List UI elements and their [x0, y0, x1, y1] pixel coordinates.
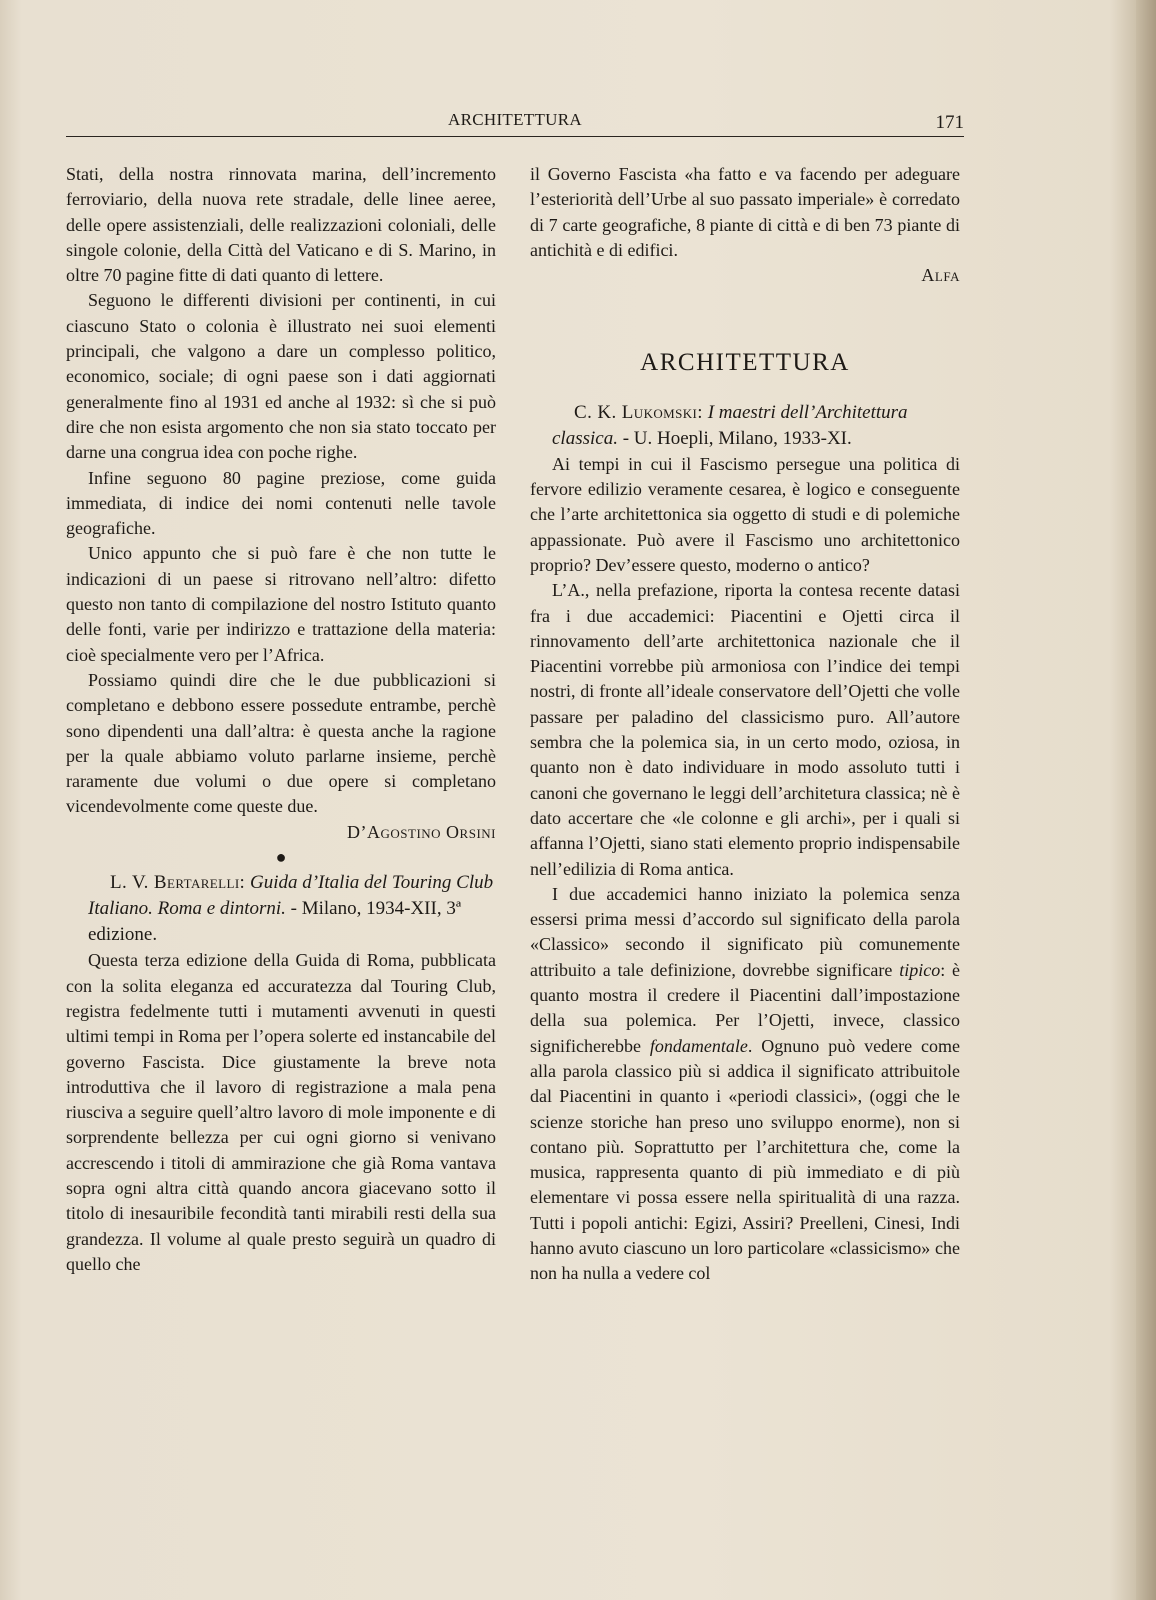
- section-heading: ARCHITETTURA: [640, 349, 850, 377]
- reference-author: L. V. Bertarelli:: [110, 872, 246, 894]
- emphasis-text: fondamentale: [649, 1035, 748, 1056]
- reference-title: Guida d’Italia del Touring Club Italiano. Roma e dintorni.: [88, 872, 494, 920]
- section-separator: ●: [275, 847, 287, 868]
- right-column: [530, 162, 960, 1287]
- left-column: [66, 162, 496, 1277]
- paragraph: Unico appunto che si può fare è che non tutte le indicazioni di un paese si ritrovano nell’altro: difetto questo non tanto di compilazione del nostro Istituto quanto delle fonti, varie per indirizzo e trattazione della materia: cioè specialmente vero per l’Africa.: [66, 543, 496, 665]
- page-header: [66, 110, 964, 136]
- header-rule: [66, 136, 964, 137]
- emphasis-text: tipico: [899, 959, 941, 980]
- paragraph-text: I due accademici hanno iniziato la polemica senza essersi prima messi d’accordo sul significato della parola «Classico» secondo il significato più comunemente attribuito a tale definizione, dovrebbe significare: [530, 883, 960, 980]
- paragraph: Seguono le differenti divisioni per continenti, in cui ciascuno Stato o colonia è illustrato nei suoi elementi principali, che valgono a dare un complesso politico, economico, sociale; di ogni paese son i dati aggiornati generalmente fino al 1931 ed anche al 1932: sì che si può dire che non esista argomento che non sia stato toccato per darne una congrua idea con poche righe.: [66, 290, 496, 463]
- paragraph: Infine seguono 80 pagine preziose, come guida immediata, di indice dei nomi contenuti nelle tavole geografiche.: [66, 467, 496, 539]
- paragraph: Stati, della nostra rinnovata marina, dell’incremento ferroviario, della nuova rete stradale, delle linee aeree, delle opere assistenziali, delle realizzazioni coloniali, delle singole colonie, della Città del Vaticano e di S. Marino, in oltre 70 pagine fitte di dati quanto di lettere.: [66, 164, 496, 286]
- page-number: 171: [935, 112, 964, 133]
- reference-details: - U. Hoepli, Milano, 1933-XI.: [622, 427, 852, 449]
- page-edge: [1136, 0, 1156, 1600]
- paragraph-text: . Ognuno può vedere come alla parola classico più si addica il significato attribuitole dal Piacentini in quanto i «periodi classici», (oggi che le scienze storiche han preso uno sviluppo enorme), non si contano più. Soprattutto per l’architettura che, come la musica, rappresenta quanto di più immediato e di più elementare vi possa essere nella spiritualità di una razza. Tutti i popoli antichi: Egizi, Assiri? Preelleni, Cinesi, Indi hanno avuto ciascuno un loro particolare «classicismo» che non ha nulla a vedere col: [530, 1035, 960, 1284]
- bibliographic-reference: [66, 870, 496, 948]
- paragraph-text: : è quanto mostra il credere il Piacentini dall’impostazione della sua polemica. Per l’Ojetti, invece, classico significherebbe: [530, 959, 960, 1056]
- paragraph: [530, 882, 960, 1287]
- paragraph: Possiamo quindi dire che le due pubblicazioni si completano e debbono essere possedute entrambe, perchè sono dipendenti una dall’altra: è questa anche la ragione per la quale abbiamo voluto parlarne insieme, perchè raramente due volumi o due opere si completano vicendevolmente come queste due.: [66, 669, 496, 817]
- running-title: ARCHITETTURA: [448, 110, 582, 129]
- paragraph: L’A., nella prefazione, riporta la contesa recente datasi fra i due accademici: Piacentini e Ojetti circa il rinnovamento dell’arte architettonica nazionale che il Piacentini vorrebbe più armoniosa con l’indice dei tempi nostri, di fronte all’ideale conservatore dell’Ojetti che volle passare per paladino del classicismo puro. All’autore sembra che la polemica sia, in un certo modo, oziosa, in quanto non è dato individuare in modo assoluto tutti i canoni che governano le leggi dell’architetura classica; nè è dato accertare che «le colonne e gli archi», per i quali si affanna l’Ojetti, siano stati elemento proprio indispensabile nell’edilizia di Roma antica.: [530, 580, 960, 879]
- reference-details: - Milano, 1934-XII, 3ª edizione.: [88, 898, 462, 946]
- paragraph: Ai tempi in cui il Fascismo persegue una politica di fervore edilizio veramente cesarea, è logico e conseguente che l’arte architettonica sia oggetto di studi e di polemiche appassionate. Può avere il Fascismo uno architettonico proprio? Dev’essere questo, moderno o antico?: [530, 453, 960, 575]
- paragraph: il Governo Fascista «ha fatto e va facendo per adeguare l’esteriorità dell’Urbe al suo passato imperiale» è corredato di 7 carte geografiche, 8 piante di città e di ben 73 piante di antichità e di edifici.: [530, 164, 960, 260]
- review-signature: D’Agostino Orsini: [347, 821, 496, 842]
- review-signature: Alfa: [921, 265, 960, 286]
- paragraph: Questa terza edizione della Guida di Roma, pubblicata con la solita eleganza ed accuratezza dal Touring Club, registra fedelmente tutti i mutamenti avvenuti in questi ultimi tempi in Roma per l’opera solerte ed instancabile del governo Fascista. Dice giustamente la breve nota introduttiva che il lavoro di registrazione a mala pena riusciva a seguire quell’altro lavoro di mole imponente e di sorprendente bellezza per cui ogni giorno si venivano accrescendo i titoli di ammirazione che già Roma vantava sopra ogni altra città quando ancora giacevano sotto il titolo di inesauribile fecondità tanti mirabili resti della sua grandezza. Il volume al quale presto seguirà un quadro di quello che: [66, 950, 496, 1274]
- reference-title: I maestri dell’Architettura classica.: [552, 401, 908, 449]
- bibliographic-reference: [530, 400, 960, 452]
- reference-author: C. K. Lukomski:: [574, 401, 703, 423]
